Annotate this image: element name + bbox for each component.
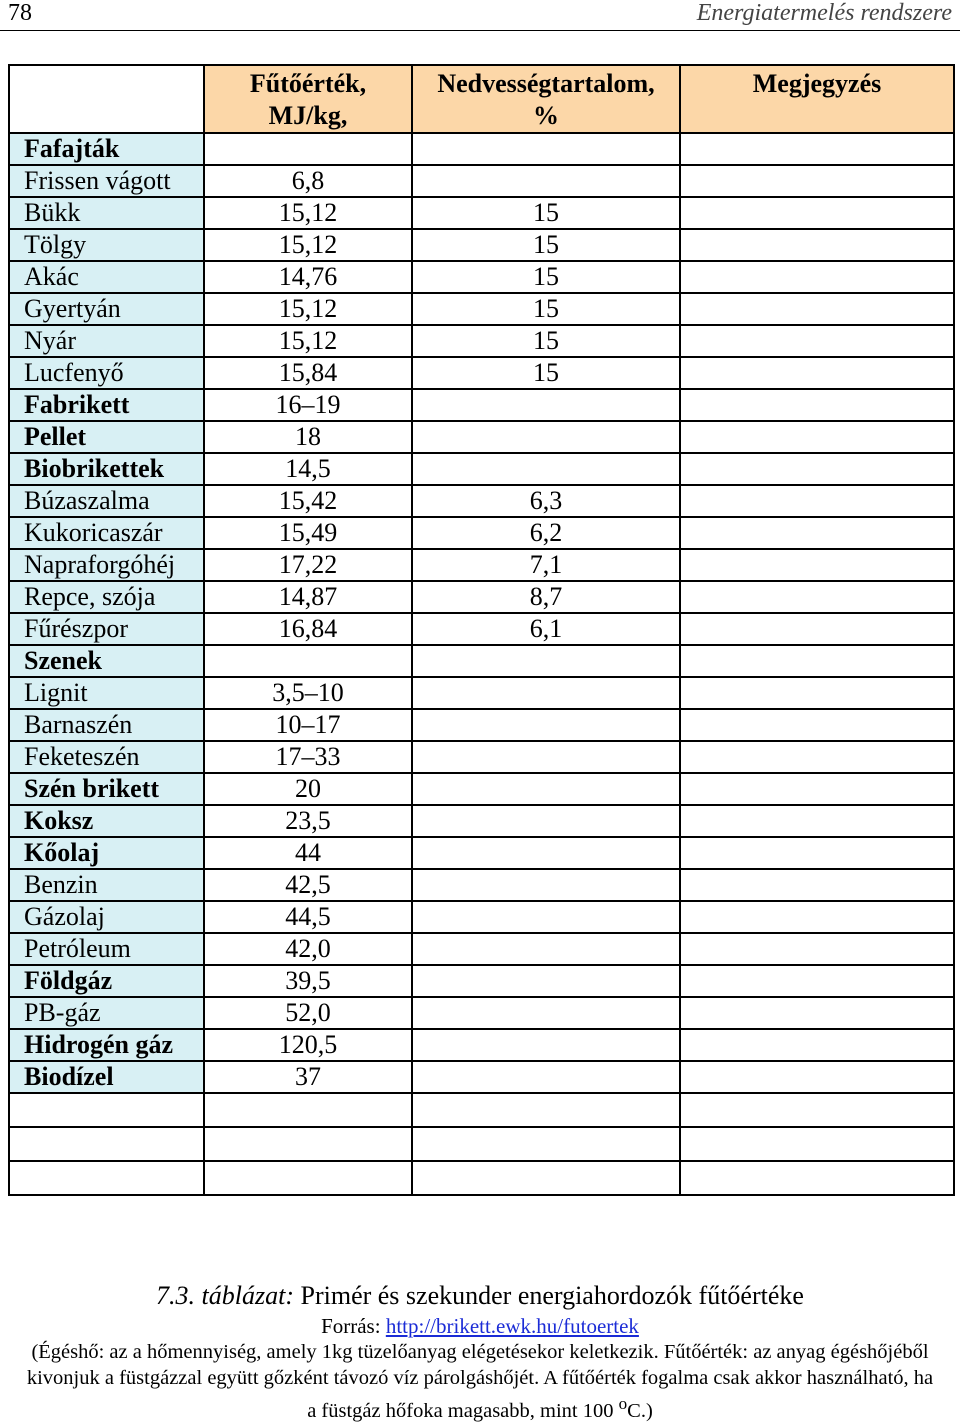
row-moisture: 6,3 [412,485,680,517]
row-moisture: 15 [412,229,680,261]
empty-row [9,1161,954,1195]
empty-cell [412,1161,680,1195]
source-line [0,1314,960,1339]
row-note [680,709,954,741]
caption-label: 7.3. táblázat: [156,1281,294,1310]
row-moisture [412,133,680,165]
row-moisture: 15 [412,261,680,293]
row-moisture: 15 [412,197,680,229]
table-row [9,293,954,325]
row-name: Frissen vágott [9,165,204,197]
row-moisture [412,805,680,837]
empty-cell [680,1127,954,1161]
row-name: Kukoricaszár [9,517,204,549]
row-heating-value: 15,49 [204,517,412,549]
row-moisture [412,453,680,485]
caption-text: Primér és szekunder energiahordozók fűtőértéke [300,1281,804,1310]
table-row [9,517,954,549]
table-row [9,869,954,901]
source-label: Forrás: [321,1314,381,1338]
row-heating-value [204,133,412,165]
row-note [680,741,954,773]
header-cell-empty [9,65,204,133]
empty-cell [204,1093,412,1127]
table-row [9,389,954,421]
table-row [9,197,954,229]
row-heating-value: 14,5 [204,453,412,485]
row-note [680,581,954,613]
table-row [9,485,954,517]
row-name: Búzaszalma [9,485,204,517]
row-name: Lucfenyő [9,357,204,389]
row-name: Fűrészpor [9,613,204,645]
row-note [680,997,954,1029]
row-name: PB-gáz [9,997,204,1029]
row-moisture [412,773,680,805]
row-heating-value: 14,76 [204,261,412,293]
row-moisture [412,645,680,677]
row-heating-value: 20 [204,773,412,805]
row-moisture [412,709,680,741]
row-moisture: 7,1 [412,549,680,581]
row-moisture [412,741,680,773]
row-name: Nyár [9,325,204,357]
header-heating-value: Fűtőérték, MJ/kg, [204,65,412,133]
table-row [9,549,954,581]
row-heating-value: 52,0 [204,997,412,1029]
row-note [680,677,954,709]
table-row [9,421,954,453]
row-note [680,453,954,485]
row-name: Akác [9,261,204,293]
header-note: Megjegyzés [680,65,954,133]
row-note [680,485,954,517]
table-row [9,805,954,837]
row-moisture [412,421,680,453]
row-moisture: 15 [412,357,680,389]
row-name: Szén brikett [9,773,204,805]
note-text: (Égéshő: az a hőmennyiség, amely 1kg tüzelőanyag elégetésekor keletkezik. Fűtőérték: az anyag égéshőjéből kivonjuk a füstgázzal együtt gőzként távozó víz párolgáshőjét. A fűtőérték fogalma csak akkor használható, ha a füstgáz hőfoka magasabb, mint 100 [26,1341,934,1422]
row-heating-value: 14,87 [204,581,412,613]
row-note [680,837,954,869]
row-note [680,229,954,261]
row-heating-value: 16,84 [204,613,412,645]
row-heating-value: 37 [204,1061,412,1093]
row-heating-value: 44 [204,837,412,869]
row-moisture: 15 [412,293,680,325]
row-moisture [412,997,680,1029]
table-row [9,997,954,1029]
row-heating-value: 17–33 [204,741,412,773]
table-row [9,965,954,997]
row-moisture [412,869,680,901]
table-row [9,581,954,613]
row-note [680,1029,954,1061]
row-note [680,421,954,453]
row-note [680,261,954,293]
row-heating-value: 15,12 [204,293,412,325]
row-name: Szenek [9,645,204,677]
row-moisture: 8,7 [412,581,680,613]
header-moisture: Nedvességtartalom, % [412,65,680,133]
table-row [9,261,954,293]
row-moisture [412,1029,680,1061]
row-note [680,869,954,901]
row-note [680,517,954,549]
table-row [9,357,954,389]
row-note [680,1061,954,1093]
row-name: Földgáz [9,965,204,997]
row-heating-value: 42,0 [204,933,412,965]
row-name: Biobrikettek [9,453,204,485]
row-heating-value: 17,22 [204,549,412,581]
row-heating-value: 44,5 [204,901,412,933]
row-note [680,805,954,837]
table-caption [0,1281,960,1311]
row-moisture [412,165,680,197]
row-name: Gázolaj [9,901,204,933]
row-heating-value: 15,84 [204,357,412,389]
row-note [680,197,954,229]
row-note [680,965,954,997]
table-header-row [9,65,954,133]
row-note [680,645,954,677]
table-row [9,1029,954,1061]
row-note [680,773,954,805]
empty-cell [680,1161,954,1195]
row-name: Biodízel [9,1061,204,1093]
table-row [9,677,954,709]
row-heating-value: 42,5 [204,869,412,901]
table-row [9,133,954,165]
table-row [9,645,954,677]
row-heating-value: 15,42 [204,485,412,517]
row-note [680,357,954,389]
row-note [680,901,954,933]
row-name: Benzin [9,869,204,901]
row-note [680,133,954,165]
row-name: Hidrogén gáz [9,1029,204,1061]
row-note [680,933,954,965]
row-heating-value: 3,5–10 [204,677,412,709]
row-name: Napraforgóhéj [9,549,204,581]
row-heating-value: 18 [204,421,412,453]
row-heating-value: 39,5 [204,965,412,997]
row-moisture [412,933,680,965]
table-row [9,773,954,805]
row-heating-value: 6,8 [204,165,412,197]
page-number: 78 [8,0,32,26]
row-heating-value [204,645,412,677]
degree-superscript: o [618,1394,628,1413]
empty-cell [412,1093,680,1127]
fuel-table [8,64,955,1196]
row-moisture [412,837,680,869]
row-moisture: 15 [412,325,680,357]
row-note [680,613,954,645]
row-heating-value: 16–19 [204,389,412,421]
empty-cell [204,1161,412,1195]
row-moisture [412,965,680,997]
empty-row [9,1093,954,1127]
row-moisture [412,901,680,933]
row-note [680,293,954,325]
table-row [9,165,954,197]
table-row [9,741,954,773]
table-row [9,709,954,741]
table-row [9,837,954,869]
empty-cell [412,1127,680,1161]
row-name: Koksz [9,805,204,837]
empty-row [9,1127,954,1161]
table-row [9,901,954,933]
book-title: Energiatermelés rendszere [696,0,952,26]
row-moisture [412,677,680,709]
row-name: Petróleum [9,933,204,965]
table-row [9,325,954,357]
row-moisture [412,389,680,421]
row-name: Kőolaj [9,837,204,869]
row-name: Barnaszén [9,709,204,741]
row-moisture: 6,2 [412,517,680,549]
empty-cell [9,1161,204,1195]
row-heating-value: 15,12 [204,229,412,261]
row-note [680,325,954,357]
row-note [680,165,954,197]
row-name: Bükk [9,197,204,229]
table-row [9,453,954,485]
row-heating-value: 10–17 [204,709,412,741]
row-note [680,389,954,421]
empty-cell [9,1093,204,1127]
explanatory-note [20,1339,940,1424]
empty-cell [9,1127,204,1161]
page-header [0,0,960,31]
row-name: Fabrikett [9,389,204,421]
table-body [9,133,954,1195]
row-heating-value: 15,12 [204,325,412,357]
table-row [9,613,954,645]
empty-cell [204,1127,412,1161]
row-moisture [412,1061,680,1093]
row-moisture: 6,1 [412,613,680,645]
row-name: Gyertyán [9,293,204,325]
row-name: Tölgy [9,229,204,261]
table-row [9,1061,954,1093]
note-tail: C.) [627,1399,653,1422]
row-name: Fafajták [9,133,204,165]
table-row [9,933,954,965]
row-name: Feketeszén [9,741,204,773]
row-heating-value: 23,5 [204,805,412,837]
table-row [9,229,954,261]
row-name: Repce, szója [9,581,204,613]
row-heating-value: 120,5 [204,1029,412,1061]
empty-cell [680,1093,954,1127]
row-name: Pellet [9,421,204,453]
row-name: Lignit [9,677,204,709]
source-link[interactable]: http://brikett.ewk.hu/futoertek [385,1314,639,1338]
row-heating-value: 15,12 [204,197,412,229]
row-note [680,549,954,581]
